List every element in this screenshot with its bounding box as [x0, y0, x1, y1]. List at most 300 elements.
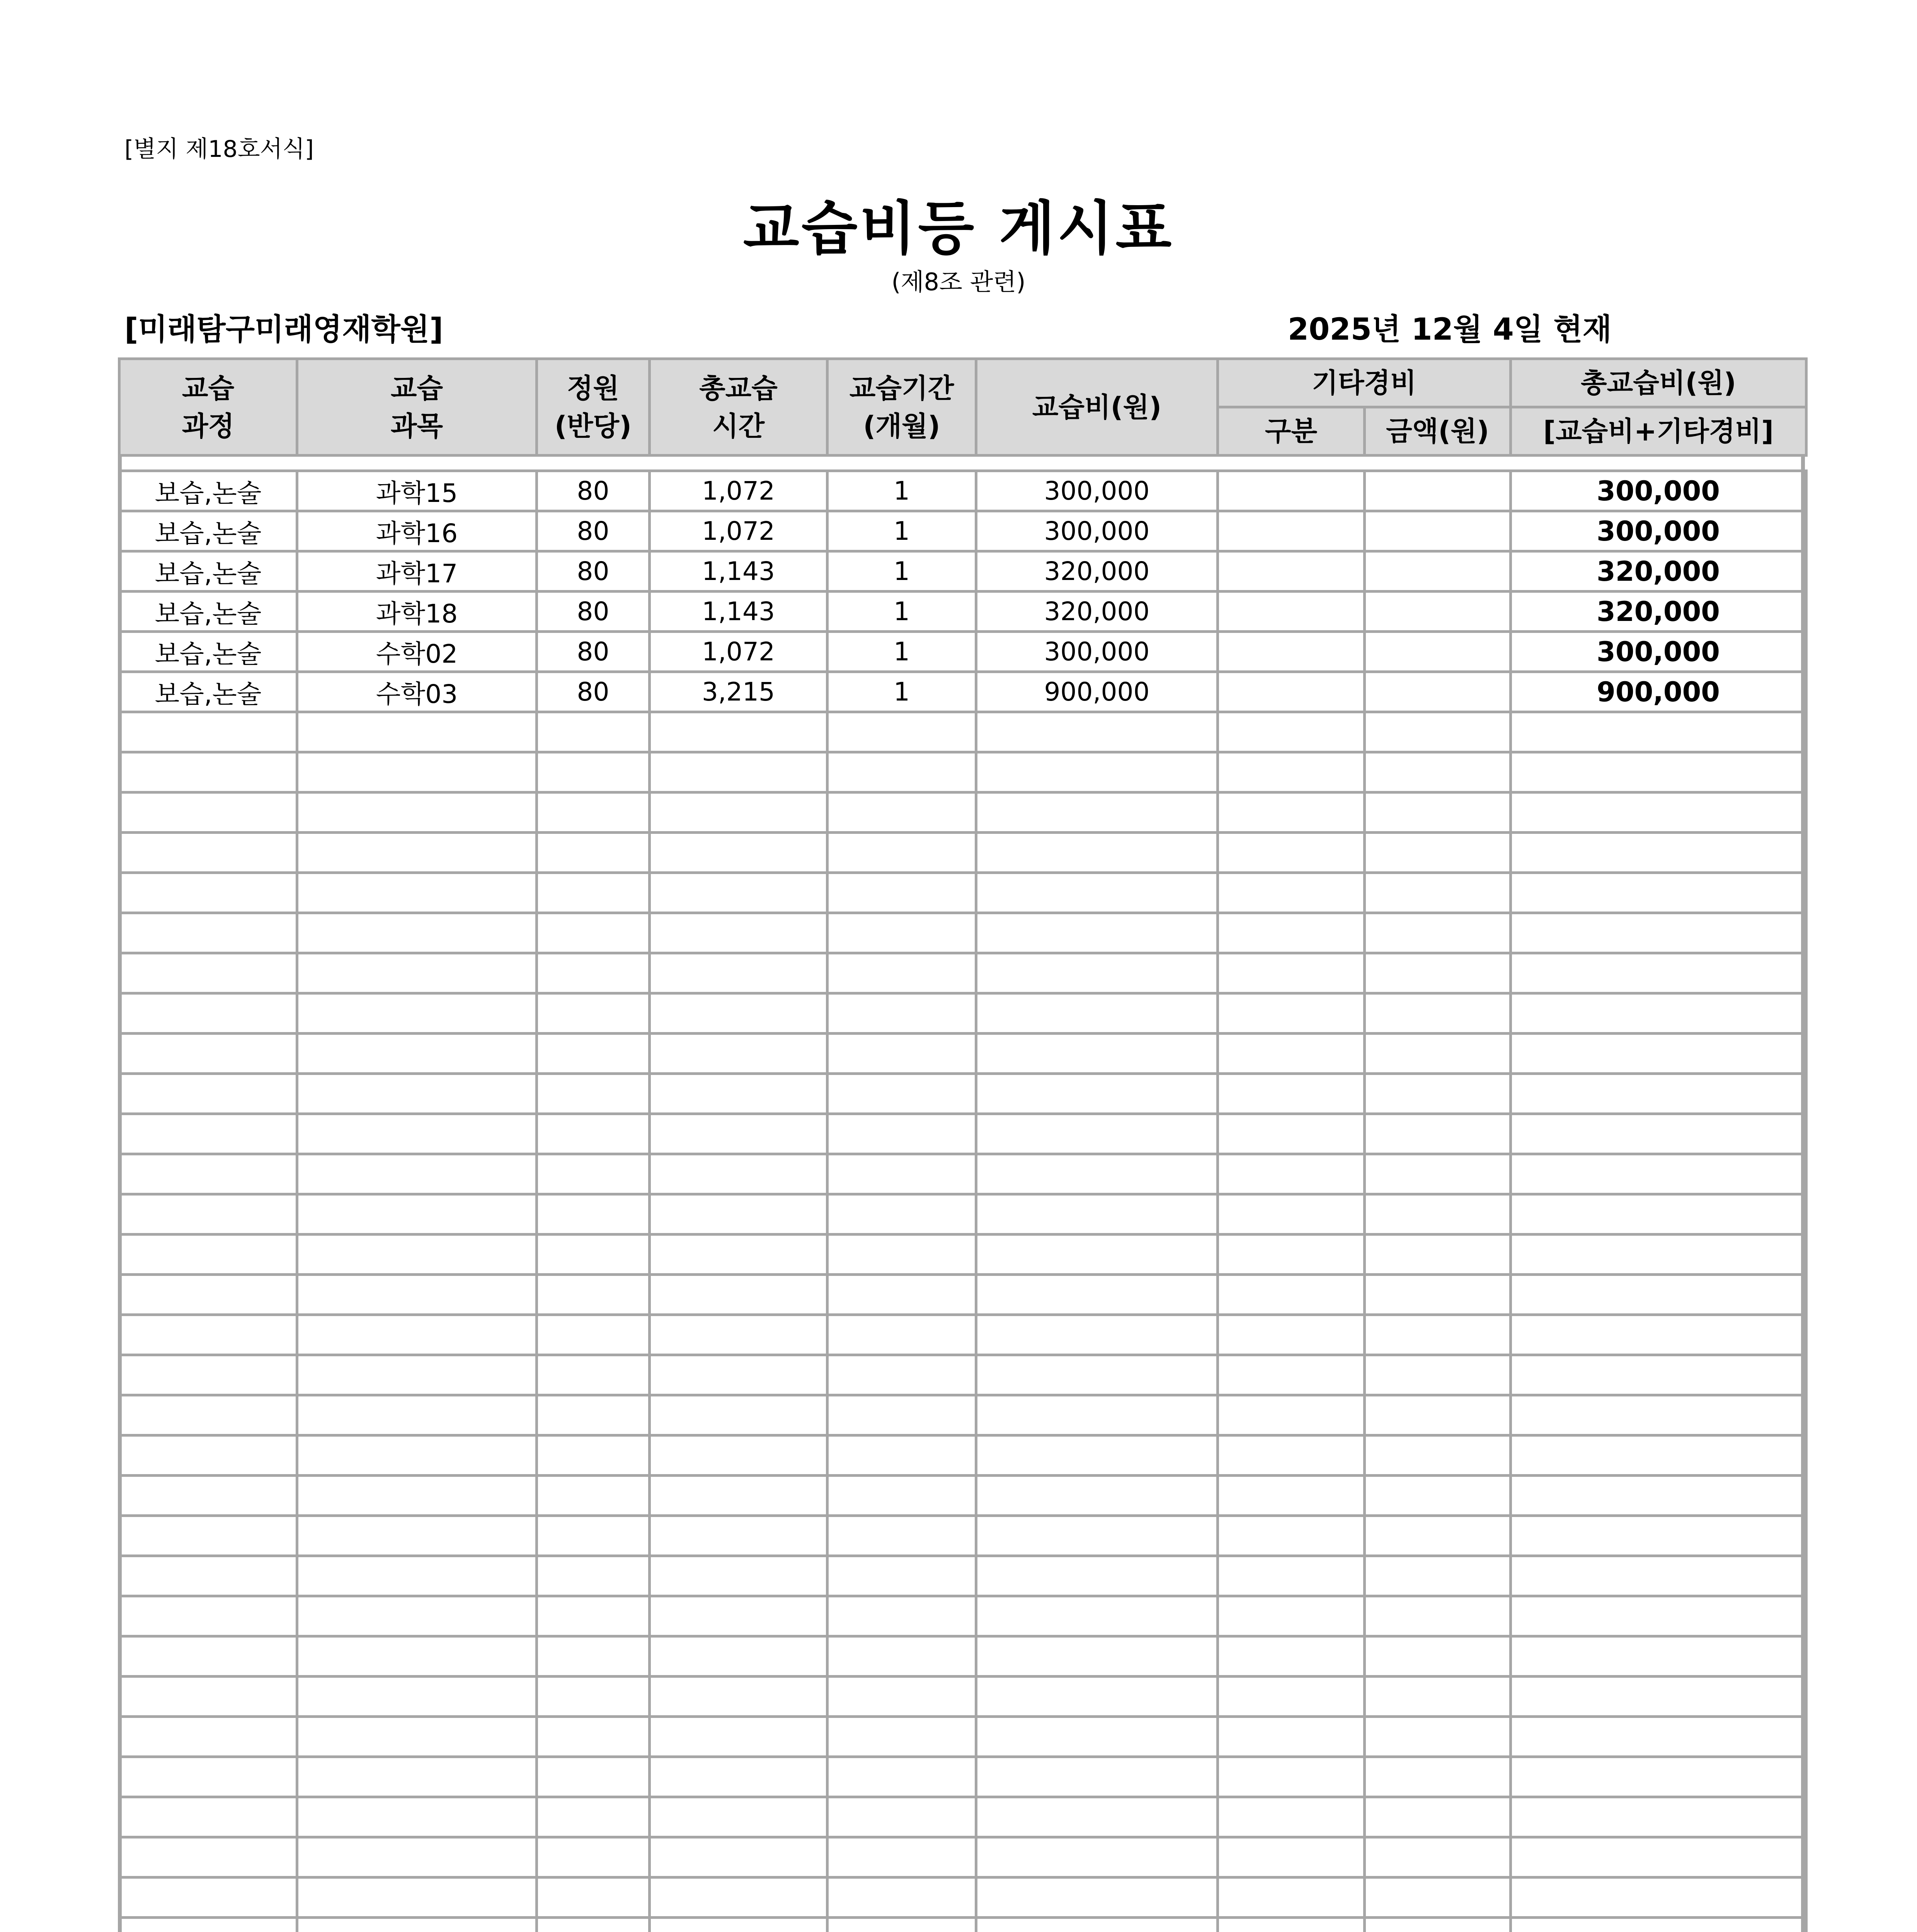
header-other-amount: 금액(원)	[1365, 407, 1511, 456]
cell-capacity	[537, 1074, 650, 1114]
cell-total	[1511, 1476, 1806, 1516]
cell-total	[1511, 1556, 1806, 1596]
cell-subject	[297, 1596, 537, 1636]
cell-course: 보습,논술	[119, 471, 297, 511]
cell-course	[119, 1194, 297, 1235]
cell-capacity	[537, 1275, 650, 1315]
cell-total	[1511, 1074, 1806, 1114]
cell-capacity	[537, 1395, 650, 1435]
cell-fee	[976, 1114, 1218, 1154]
cell-hours	[650, 1636, 827, 1677]
cell-period	[827, 793, 976, 833]
cell-subject	[297, 793, 537, 833]
table-row	[119, 672, 1806, 712]
cell-hours: 1,143	[650, 592, 827, 632]
cell-period	[827, 1596, 976, 1636]
header-total-fee-formula: [교습비+기타경비]	[1511, 407, 1806, 456]
cell-fee	[976, 1235, 1218, 1275]
cell-other-type	[1218, 1315, 1365, 1355]
cell-hours	[650, 1355, 827, 1395]
cell-course	[119, 752, 297, 793]
cell-course	[119, 1837, 297, 1878]
cell-capacity	[537, 1435, 650, 1476]
cell-capacity	[537, 1355, 650, 1395]
cell-subject	[297, 1395, 537, 1435]
cell-other-type	[1218, 793, 1365, 833]
cell-total	[1511, 1797, 1806, 1837]
empty-table-row	[119, 1717, 1806, 1757]
cell-course	[119, 1034, 297, 1074]
cell-subject	[297, 993, 537, 1034]
table-row	[119, 592, 1806, 632]
cell-fee: 300,000	[976, 471, 1218, 511]
cell-other-type	[1218, 913, 1365, 953]
cell-fee	[976, 1556, 1218, 1596]
cell-other-amount	[1365, 833, 1511, 873]
cell-other-type	[1218, 833, 1365, 873]
cell-total	[1511, 1034, 1806, 1074]
cell-other-type	[1218, 1556, 1365, 1596]
cell-total	[1511, 873, 1806, 913]
cell-course	[119, 833, 297, 873]
cell-fee	[976, 1074, 1218, 1114]
empty-table-row	[119, 1516, 1806, 1556]
cell-other-amount	[1365, 1556, 1511, 1596]
cell-subject: 과학17	[297, 551, 537, 592]
header-other-expenses: 기타경비	[1218, 359, 1511, 407]
cell-subject	[297, 1154, 537, 1194]
cell-capacity	[537, 953, 650, 993]
cell-other-amount	[1365, 1275, 1511, 1315]
empty-table-row	[119, 1315, 1806, 1355]
cell-fee	[976, 953, 1218, 993]
cell-subject	[297, 1034, 537, 1074]
cell-hours: 1,072	[650, 471, 827, 511]
cell-total: 320,000	[1511, 592, 1806, 632]
cell-course	[119, 1878, 297, 1918]
empty-table-row	[119, 1878, 1806, 1918]
cell-period	[827, 1154, 976, 1194]
cell-course: 보습,논술	[119, 511, 297, 551]
cell-total	[1511, 752, 1806, 793]
cell-period	[827, 1235, 976, 1275]
cell-capacity: 80	[537, 672, 650, 712]
cell-other-type	[1218, 1516, 1365, 1556]
cell-other-amount	[1365, 1516, 1511, 1556]
cell-course	[119, 1235, 297, 1275]
empty-table-row	[119, 752, 1806, 793]
cell-total	[1511, 1516, 1806, 1556]
cell-hours	[650, 1435, 827, 1476]
cell-total	[1511, 712, 1806, 752]
cell-period	[827, 1476, 976, 1516]
empty-table-row	[119, 1275, 1806, 1315]
cell-total	[1511, 1235, 1806, 1275]
cell-other-type	[1218, 592, 1365, 632]
cell-course	[119, 712, 297, 752]
cell-total	[1511, 953, 1806, 993]
cell-hours	[650, 1878, 827, 1918]
cell-capacity	[537, 1154, 650, 1194]
cell-fee: 300,000	[976, 632, 1218, 672]
cell-other-type	[1218, 1476, 1365, 1516]
cell-period	[827, 993, 976, 1034]
header-subject: 교습 과목	[297, 359, 537, 456]
cell-capacity	[537, 1476, 650, 1516]
cell-subject	[297, 1194, 537, 1235]
cell-period	[827, 1516, 976, 1556]
cell-other-type	[1218, 1154, 1365, 1194]
cell-other-type	[1218, 1918, 1365, 1932]
cell-period	[827, 1837, 976, 1878]
header-course: 교습 과정	[119, 359, 297, 456]
empty-table-row	[119, 1235, 1806, 1275]
cell-hours	[650, 1034, 827, 1074]
cell-subject	[297, 752, 537, 793]
empty-table-row	[119, 953, 1806, 993]
cell-other-type	[1218, 1717, 1365, 1757]
cell-period	[827, 1034, 976, 1074]
empty-table-row	[119, 1355, 1806, 1395]
cell-hours	[650, 873, 827, 913]
cell-other-type	[1218, 1275, 1365, 1315]
cell-course	[119, 1677, 297, 1717]
cell-period	[827, 1757, 976, 1797]
cell-total	[1511, 1154, 1806, 1194]
cell-hours	[650, 1837, 827, 1878]
cell-other-type	[1218, 873, 1365, 913]
cell-other-type	[1218, 1797, 1365, 1837]
cell-other-amount	[1365, 953, 1511, 993]
cell-course	[119, 1556, 297, 1596]
cell-subject: 과학18	[297, 592, 537, 632]
empty-table-row	[119, 1677, 1806, 1717]
cell-total	[1511, 1275, 1806, 1315]
cell-period	[827, 1395, 976, 1435]
cell-hours: 3,215	[650, 672, 827, 712]
cell-capacity	[537, 1837, 650, 1878]
cell-subject	[297, 833, 537, 873]
cell-course: 보습,논술	[119, 551, 297, 592]
cell-total: 300,000	[1511, 471, 1806, 511]
cell-total	[1511, 1435, 1806, 1476]
cell-total	[1511, 1636, 1806, 1677]
cell-hours	[650, 1074, 827, 1114]
cell-other-type	[1218, 1395, 1365, 1435]
cell-other-type	[1218, 1677, 1365, 1717]
cell-capacity	[537, 873, 650, 913]
cell-other-amount	[1365, 793, 1511, 833]
cell-other-amount	[1365, 752, 1511, 793]
cell-course	[119, 1114, 297, 1154]
cell-other-type	[1218, 953, 1365, 993]
cell-other-type	[1218, 712, 1365, 752]
cell-capacity: 80	[537, 632, 650, 672]
cell-other-amount	[1365, 1878, 1511, 1918]
cell-other-amount	[1365, 1395, 1511, 1435]
empty-table-row	[119, 1154, 1806, 1194]
cell-hours	[650, 1757, 827, 1797]
cell-other-amount	[1365, 1315, 1511, 1355]
cell-fee	[976, 873, 1218, 913]
cell-fee	[976, 712, 1218, 752]
cell-course	[119, 1797, 297, 1837]
cell-total	[1511, 993, 1806, 1034]
empty-table-row	[119, 1074, 1806, 1114]
table-row	[119, 632, 1806, 672]
cell-fee	[976, 1677, 1218, 1717]
cell-subject	[297, 1114, 537, 1154]
cell-other-amount	[1365, 551, 1511, 592]
cell-other-amount	[1365, 1194, 1511, 1235]
cell-course	[119, 953, 297, 993]
empty-table-row	[119, 1476, 1806, 1516]
empty-table-row	[119, 1918, 1806, 1932]
cell-fee	[976, 1918, 1218, 1932]
cell-course	[119, 1476, 297, 1516]
cell-subject	[297, 1918, 537, 1932]
empty-table-row	[119, 793, 1806, 833]
cell-fee	[976, 1275, 1218, 1315]
cell-fee	[976, 1395, 1218, 1435]
cell-subject	[297, 1757, 537, 1797]
cell-period	[827, 1315, 976, 1355]
empty-table-row	[119, 913, 1806, 953]
cell-course	[119, 1395, 297, 1435]
cell-total	[1511, 1878, 1806, 1918]
cell-hours	[650, 1476, 827, 1516]
cell-other-amount	[1365, 1435, 1511, 1476]
cell-period	[827, 913, 976, 953]
cell-period	[827, 1918, 976, 1932]
cell-period	[827, 712, 976, 752]
cell-subject: 과학16	[297, 511, 537, 551]
cell-hours	[650, 1315, 827, 1355]
cell-total	[1511, 1677, 1806, 1717]
table-row	[119, 511, 1806, 551]
cell-capacity	[537, 1878, 650, 1918]
cell-total: 300,000	[1511, 632, 1806, 672]
cell-other-type	[1218, 1636, 1365, 1677]
cell-other-type	[1218, 1074, 1365, 1114]
cell-fee	[976, 1154, 1218, 1194]
cell-period	[827, 1556, 976, 1596]
cell-other-type	[1218, 1757, 1365, 1797]
empty-table-row	[119, 1636, 1806, 1677]
cell-other-type	[1218, 993, 1365, 1034]
cell-hours	[650, 1194, 827, 1235]
cell-fee	[976, 993, 1218, 1034]
cell-capacity: 80	[537, 471, 650, 511]
cell-subject	[297, 1556, 537, 1596]
cell-hours	[650, 913, 827, 953]
cell-fee: 320,000	[976, 592, 1218, 632]
cell-period	[827, 1717, 976, 1757]
cell-other-amount	[1365, 1636, 1511, 1677]
header-fee: 교습비(원)	[976, 359, 1218, 456]
cell-fee	[976, 1797, 1218, 1837]
cell-hours	[650, 1114, 827, 1154]
cell-period	[827, 953, 976, 993]
cell-fee	[976, 1757, 1218, 1797]
cell-other-type	[1218, 1194, 1365, 1235]
cell-course	[119, 1757, 297, 1797]
cell-course	[119, 1315, 297, 1355]
form-number: [별지 제18호서식]	[124, 136, 314, 163]
cell-subject	[297, 913, 537, 953]
cell-fee	[976, 1194, 1218, 1235]
cell-course	[119, 993, 297, 1034]
cell-course: 보습,논술	[119, 632, 297, 672]
cell-other-amount	[1365, 632, 1511, 672]
cell-capacity: 80	[537, 592, 650, 632]
table-row	[119, 471, 1806, 511]
cell-other-type	[1218, 551, 1365, 592]
cell-total	[1511, 1837, 1806, 1878]
cell-subject	[297, 1837, 537, 1878]
cell-total	[1511, 793, 1806, 833]
cell-fee	[976, 1516, 1218, 1556]
cell-course	[119, 873, 297, 913]
cell-other-type	[1218, 1235, 1365, 1275]
cell-other-amount	[1365, 1154, 1511, 1194]
cell-other-amount	[1365, 511, 1511, 551]
cell-hours	[650, 1154, 827, 1194]
cell-hours	[650, 993, 827, 1034]
cell-capacity	[537, 1516, 650, 1556]
cell-period	[827, 1355, 976, 1395]
cell-capacity	[537, 1114, 650, 1154]
cell-hours	[650, 752, 827, 793]
as-of-date: 2025년 12월 4일 현재	[1287, 312, 1612, 347]
cell-other-type	[1218, 1596, 1365, 1636]
cell-hours	[650, 1797, 827, 1837]
cell-capacity	[537, 993, 650, 1034]
cell-other-amount	[1365, 913, 1511, 953]
cell-other-amount	[1365, 993, 1511, 1034]
cell-other-type	[1218, 672, 1365, 712]
cell-other-amount	[1365, 1717, 1511, 1757]
cell-capacity	[537, 1235, 650, 1275]
cell-capacity	[537, 1194, 650, 1235]
cell-other-type	[1218, 632, 1365, 672]
cell-other-amount	[1365, 1677, 1511, 1717]
cell-hours	[650, 1395, 827, 1435]
cell-subject	[297, 1435, 537, 1476]
empty-table-row	[119, 1596, 1806, 1636]
empty-table-row	[119, 1757, 1806, 1797]
cell-other-type	[1218, 471, 1365, 511]
cell-capacity	[537, 1918, 650, 1932]
cell-capacity	[537, 1677, 650, 1717]
cell-subject	[297, 712, 537, 752]
page-title: 교습비등 게시표	[743, 195, 1174, 262]
cell-hours	[650, 1677, 827, 1717]
cell-period	[827, 1194, 976, 1235]
academy-name: [미래탐구미래영재학원]	[124, 312, 443, 347]
cell-course	[119, 1596, 297, 1636]
cell-period	[827, 752, 976, 793]
cell-period: 1	[827, 592, 976, 632]
empty-table-row	[119, 1556, 1806, 1596]
cell-hours	[650, 1596, 827, 1636]
cell-total: 300,000	[1511, 511, 1806, 551]
cell-period	[827, 1114, 976, 1154]
cell-other-amount	[1365, 873, 1511, 913]
cell-capacity	[537, 1757, 650, 1797]
cell-course	[119, 1355, 297, 1395]
header-total-fee: 총교습비(원)	[1511, 359, 1806, 407]
cell-period: 1	[827, 551, 976, 592]
cell-subject: 수학02	[297, 632, 537, 672]
cell-period	[827, 1677, 976, 1717]
cell-other-amount	[1365, 1476, 1511, 1516]
cell-hours	[650, 1717, 827, 1757]
cell-hours	[650, 793, 827, 833]
cell-course: 보습,논술	[119, 672, 297, 712]
cell-other-amount	[1365, 1114, 1511, 1154]
cell-hours	[650, 833, 827, 873]
cell-capacity	[537, 793, 650, 833]
cell-fee: 900,000	[976, 672, 1218, 712]
empty-table-row	[119, 1435, 1806, 1476]
cell-other-type	[1218, 1034, 1365, 1074]
cell-total: 320,000	[1511, 551, 1806, 592]
cell-fee	[976, 913, 1218, 953]
cell-capacity	[537, 712, 650, 752]
cell-subject	[297, 1315, 537, 1355]
cell-total	[1511, 1918, 1806, 1932]
cell-total	[1511, 833, 1806, 873]
header-total-hours: 총교습 시간	[650, 359, 827, 456]
cell-other-amount	[1365, 592, 1511, 632]
header-separator	[118, 460, 1805, 469]
cell-course	[119, 1918, 297, 1932]
cell-period	[827, 1878, 976, 1918]
cell-total	[1511, 1596, 1806, 1636]
cell-course	[119, 1717, 297, 1757]
cell-period	[827, 1074, 976, 1114]
cell-other-amount	[1365, 1918, 1511, 1932]
cell-subject	[297, 1275, 537, 1315]
cell-hours	[650, 1918, 827, 1932]
cell-course: 보습,논술	[119, 592, 297, 632]
empty-table-row	[119, 993, 1806, 1034]
cell-hours	[650, 1235, 827, 1275]
empty-table-row	[119, 712, 1806, 752]
cell-other-type	[1218, 1878, 1365, 1918]
cell-capacity	[537, 1717, 650, 1757]
cell-subject	[297, 1476, 537, 1516]
cell-period	[827, 1797, 976, 1837]
cell-fee	[976, 1878, 1218, 1918]
cell-other-amount	[1365, 1355, 1511, 1395]
cell-hours: 1,143	[650, 551, 827, 592]
cell-fee	[976, 1435, 1218, 1476]
cell-subject: 수학03	[297, 672, 537, 712]
fee-table-header	[118, 357, 1808, 457]
header-period: 교습기간 (개월)	[827, 359, 976, 456]
cell-capacity: 80	[537, 551, 650, 592]
cell-other-amount	[1365, 1837, 1511, 1878]
cell-fee	[976, 1837, 1218, 1878]
cell-total	[1511, 1717, 1806, 1757]
cell-course	[119, 1154, 297, 1194]
cell-period: 1	[827, 471, 976, 511]
cell-course	[119, 1275, 297, 1315]
cell-fee	[976, 833, 1218, 873]
cell-course	[119, 1435, 297, 1476]
